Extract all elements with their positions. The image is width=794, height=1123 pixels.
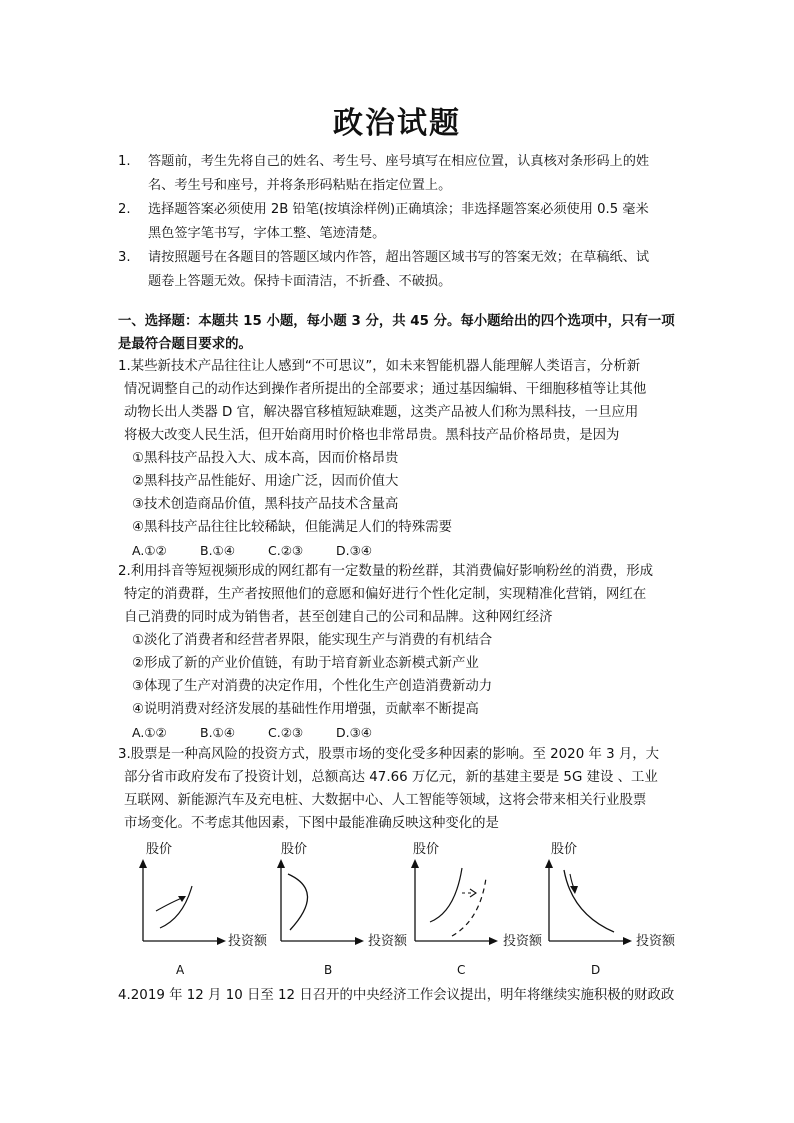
graph-a [128,856,228,946]
instruction-item [118,198,678,246]
question-4 [118,984,680,1007]
question-1 [118,355,680,562]
graph-b-letter[interactable]: B [324,963,333,977]
graph-a-curve [160,886,192,928]
choice-b[interactable]: B.①④ [200,543,235,558]
stem-line: 将极大改变人民生活，但开始商用时价格也非常昂贵。黑科技产品价格昂贵，是因为 [124,428,620,443]
instruction-number: 1. [118,154,131,169]
statement-option: ①淡化了消费者和经营者界限，能实现生产与消费的有机结合 [132,633,493,648]
graph-d [534,856,634,946]
stem-line: 互联网、新能源汽车及充电桩、大数据中心、人工智能等领域，这将会带来相关行业股票 [124,793,647,808]
question-stem [118,355,680,447]
page-title: 政治试题 [333,106,461,141]
arrow-icon [277,859,285,868]
stem-line: 自己消费的同时成为销售者，甚至创建自己的公司和品牌。这种网红经济 [124,610,553,625]
instruction-line: 题卷上答题无效。保持卡面清洁，不折叠、不破损。 [148,274,452,289]
stem-line: 特定的消费群，生产者按照他们的意愿和偏好进行个性化定制，实现精准化营销，网红在 [124,587,647,602]
graph-b-xlabel: 投资额 [368,934,408,949]
question-stem [118,560,680,629]
question-stem [118,743,680,835]
section-line: 是最符合题目要求的。 [118,337,252,352]
instruction-line: 答题前，考生先将自己的姓名、考生号、座号填写在相应位置，认真核对条形码上的姓 [148,154,650,169]
instruction-line: 请按照题号在各题目的答题区域内作答，超出答题区域书写的答案无效；在草稿纸、试 [148,250,650,265]
arrow-icon [623,937,632,945]
stem-line: 动物长出人类器 D 官，解决器官移植短缺难题，这类产品被人们称为黑科技，一旦应用 [124,405,639,420]
instruction-line: 黑色签字笔书写，字体工整、笔迹清楚。 [148,226,386,241]
instruction-number: 2. [118,202,131,217]
graph-a-xlabel: 投资额 [228,934,268,949]
question-2 [118,560,680,744]
statement-option: ④说明消费对经济发展的基础性作用增强，贡献率不断提高 [132,702,479,717]
choice-a[interactable]: A.①② [132,543,167,558]
instruction-item [118,246,678,294]
graph-c-curve [430,868,462,922]
stem-line: 情况调整自己的动作达到操作者所提出的全部要求；通过基因编辑、干细胞移植等让其他 [124,382,647,397]
answer-choices [118,721,680,744]
instruction-item [118,150,678,198]
graph-b-curve [288,874,308,930]
statement-option: ③体现了生产对消费的决定作用，个性化生产创造消费新动力 [132,679,493,694]
statement-option: ①黑科技产品投入大、成本高，因而价格昂贵 [132,451,399,466]
graph-d-ylabel: 股价 [551,842,578,857]
stem-line: 市场变化。不考虑其他因素，下图中最能准确反映这种变化的是 [124,816,499,831]
graph-c-ylabel: 股价 [413,842,440,857]
graph-options [118,836,688,986]
graph-d-xlabel: 投资额 [636,934,676,949]
graph-d-letter[interactable]: D [591,963,601,977]
stem-line: 1.某些新技术产品往往让人感到“不可思议”，如未来智能机器人能理解人类语言，分析新 [118,359,641,374]
answer-choices [118,539,680,562]
section-heading [118,310,680,356]
question-3 [118,743,680,835]
section-line: 一、选择题：本题共 15 小题，每小题 3 分，共 45 分。每小题给出的四个选项中，只有一项 [118,314,675,329]
choice-d[interactable]: D.③④ [336,725,373,740]
choice-b[interactable]: B.①④ [200,725,235,740]
graph-b [266,856,366,946]
choice-c[interactable]: C.②③ [268,543,304,558]
graph-c-dashed-curve [452,878,486,936]
stem-line: 4.2019 年 12 月 10 日至 12 日召开的中央经济工作会议提出，明年将继续实施积极的财政政 [118,988,675,1003]
graph-c-letter[interactable]: C [457,963,466,977]
statement-option: ④黑科技产品往往比较稀缺，但能满足人们的特殊需要 [132,520,452,535]
graph-a-letter[interactable]: A [176,963,185,977]
instruction-line: 名、考生号和座号，并将条形码粘贴在指定位置上。 [148,178,452,193]
instruction-number: 3. [118,250,131,265]
stem-line: 3.股票是一种高风险的投资方式，股票市场的变化受多种因素的影响。至 2020 年 3 月，大 [118,747,660,762]
graph-c-xlabel: 投资额 [503,934,543,949]
stem-line: 2.利用抖音等短视频形成的网红都有一定数量的粉丝群，其消费偏好影响粉丝的消费，形成 [118,564,654,579]
statement-option: ③技术创造商品价值，黑科技产品技术含量高 [132,497,399,512]
statement-option: ②黑科技产品性能好、用途广泛，因而价值大 [132,474,399,489]
instruction-line: 选择题答案必须使用 2B 铅笔(按填涂样例)正确填涂；非选择题答案必须使用 0.5 毫米 [148,202,649,217]
graph-a-trend [156,898,182,911]
arrow-icon [217,937,226,945]
graph-c [400,856,500,946]
graph-b-ylabel: 股价 [281,842,308,857]
graph-a-ylabel: 股价 [146,842,173,857]
choice-c[interactable]: C.②③ [268,725,304,740]
arrow-icon [355,937,364,945]
arrow-icon [489,937,498,945]
stem-line: 部分省市政府发布了投资计划，总额高达 47.66 万亿元，新的基建主要是 5G 建设 、工业 [124,770,658,785]
graph-d-trend [570,874,574,888]
arrow-icon [411,859,419,868]
statement-option: ②形成了新的产业价值链，有助于培育新业态新模式新产业 [132,656,479,671]
exam-instructions [118,150,678,294]
question-stem [118,984,680,1007]
arrow-icon [139,859,147,868]
choice-d[interactable]: D.③④ [336,543,373,558]
choice-a[interactable]: A.①② [132,725,167,740]
arrow-icon [545,859,553,868]
